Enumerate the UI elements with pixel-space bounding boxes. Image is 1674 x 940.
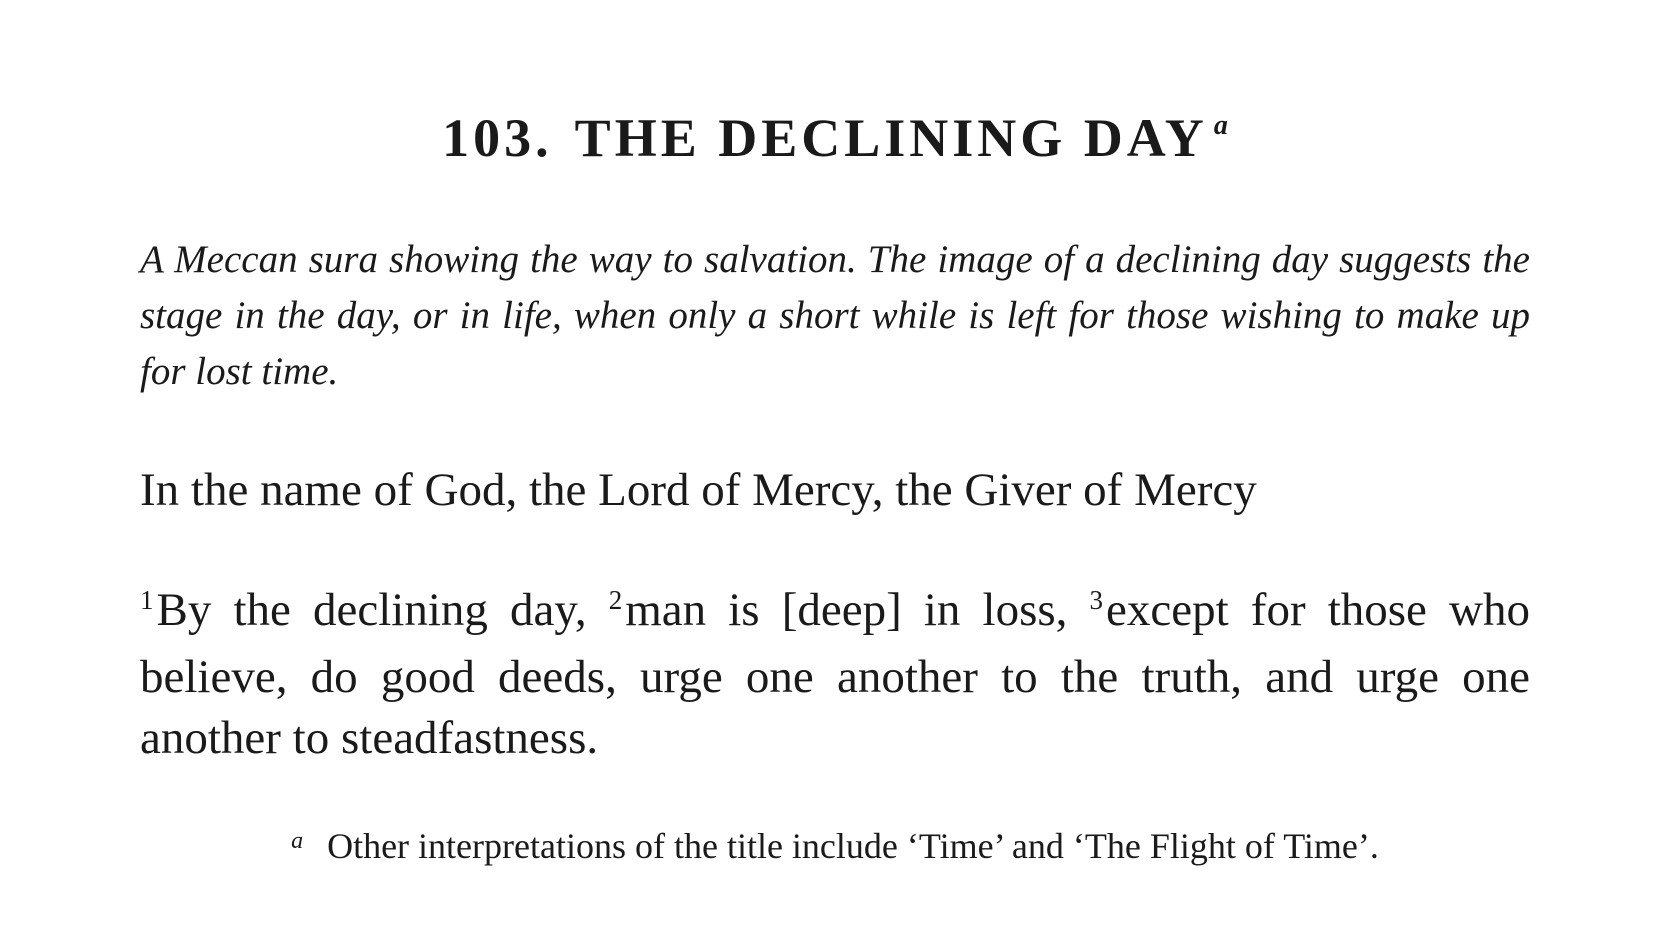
verse-number: 2 — [608, 585, 623, 615]
title-footnote-marker[interactable]: a — [1213, 110, 1228, 142]
chapter-title-text: THE DECLINING DAY — [574, 108, 1208, 169]
chapter-number: 103. — [442, 108, 553, 169]
document-page — [140, 0, 1530, 940]
verse-number: 1 — [140, 585, 154, 615]
footnote — [140, 822, 1530, 875]
verse-text: man is [deep] in loss, — [625, 584, 1090, 636]
verse-text: By the declining day, — [156, 584, 609, 636]
verse-paragraph — [140, 580, 1530, 769]
verse-text: except for those who believe, do good deeds, urge one another to the truth, and urge one another to steadfastness. — [140, 584, 1530, 764]
invocation: In the name of God, the Lord of Mercy, the Giver of Mercy — [140, 464, 1257, 516]
footnote-text: Other interpretations of the title include ‘Time’ and ‘The Flight of Time’. — [327, 826, 1379, 866]
verse-number: 3 — [1089, 585, 1104, 615]
chapter-title — [140, 108, 1530, 178]
footnote-marker: a — [291, 828, 304, 854]
chapter-introduction: A Meccan sura showing the way to salvation. The image of a declining day suggests the stage in the day, or in life, when only a short while is left for those wishing to make up for lost time. — [140, 238, 1530, 393]
